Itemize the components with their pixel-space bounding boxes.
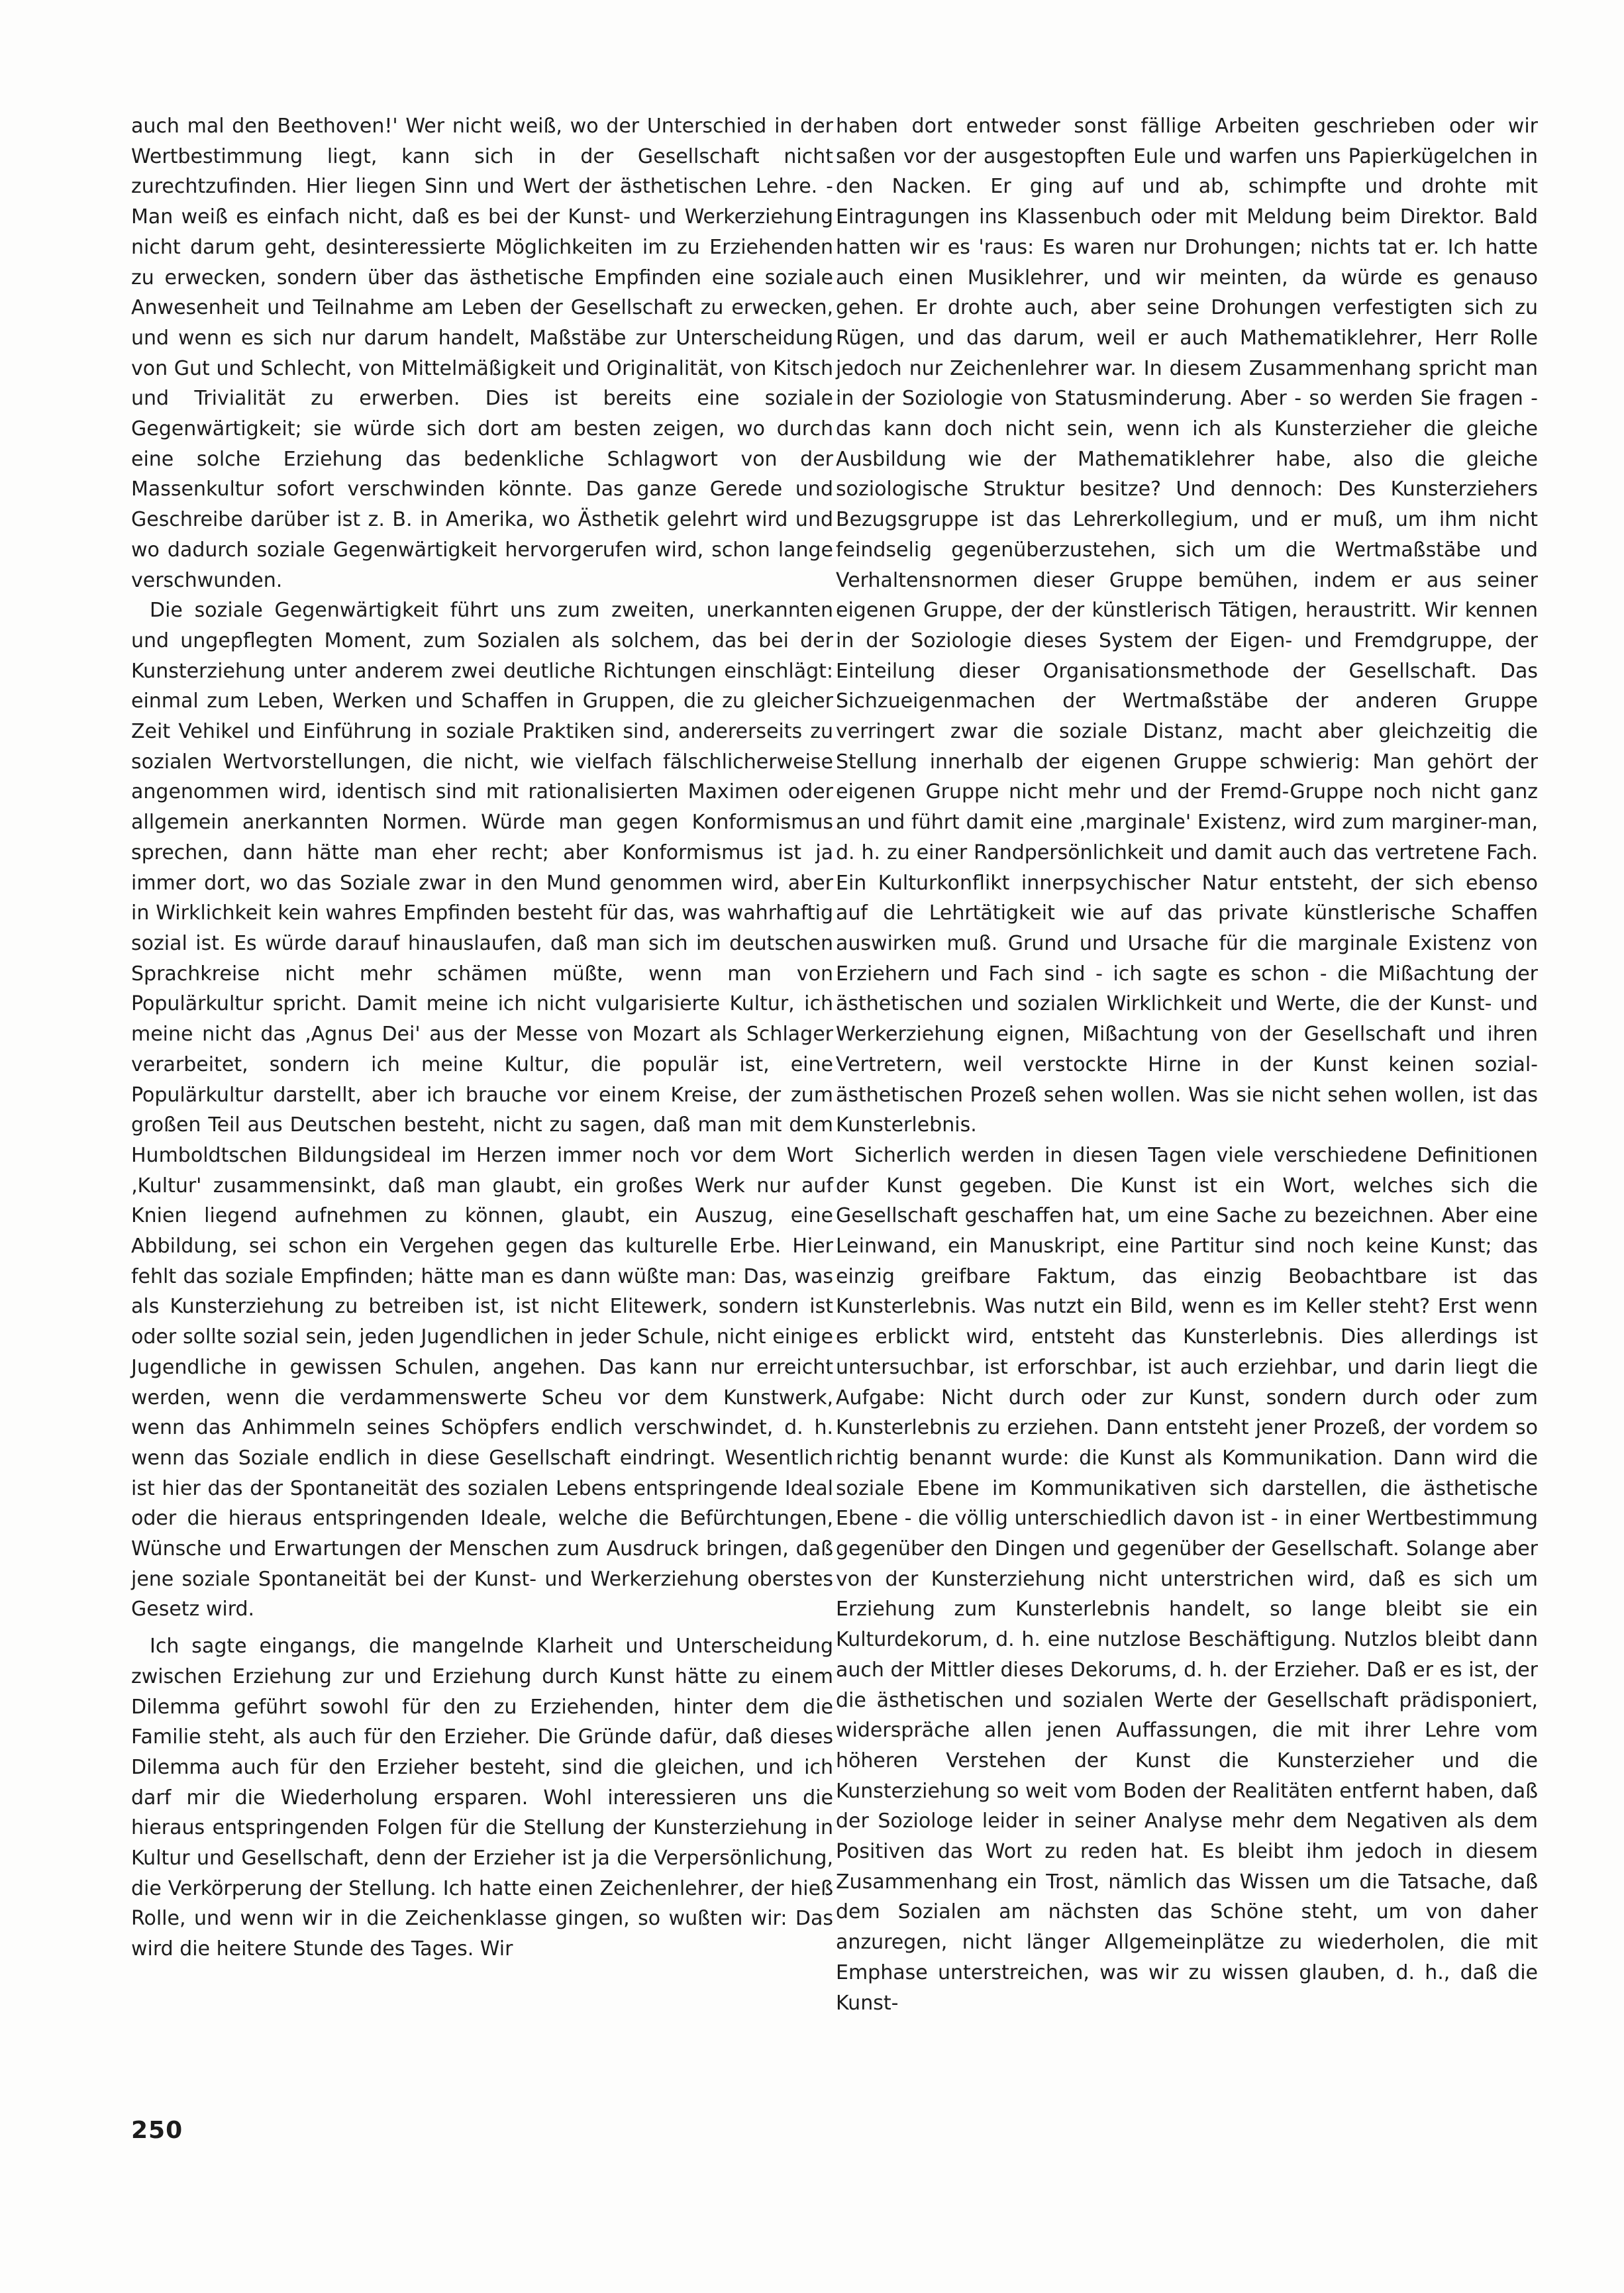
left-paragraph-2: Die soziale Gegenwärtigkeit führt uns zum zweiten, unerkannten und ungepflegten Moment, zum Sozialen als solchem, das bei der Kunsterziehung unter anderem zwei deutliche Richtungen einschlägt: einmal zum Leben, Werken und Schaffen in Gruppen, die zu gleicher Zeit Vehikel und Einführung in soziale Praktiken sind, andererseits zu sozialen Wertvorstellungen, die nicht, wie vielfach fälschlicherweise angenommen wird, identisch sind mit rationalisierten Maximen oder allgemein anerkannten Normen. Würde man gegen Konformismus sprechen, dann hätte man eher recht; aber Konformismus ist ja immer dort, wo das Soziale zwar in den Mund genommen wird, aber in Wirklichkeit kein wahres Empfinden besteht für das, was wahrhaftig sozial ist. Es würde darauf hinauslaufen, daß man sich im deutschen Sprachkreise nicht mehr schämen müßte, wenn man von Populärkultur spricht. Damit meine ich nicht vulgarisierte Kultur, ich meine nicht das ‚Agnus Dei' aus der Messe von Mozart als Schlager verarbeitet, sondern ich meine Kultur, die populär ist, eine Populärkultur darstellt, aber ich brauche vor einem Kreise, der zum großen Teil aus Deutschen besteht, nicht zu sagen, daß man mit dem Humboldtschen Bildungsideal im Herzen immer noch vor dem Wort ‚Kultur' zusammensinkt, daß man glaubt, ein großes Werk nur auf Knien liegend aufnehmen zu können, glaubt, ein Auszug, eine Abbildung, sei schon ein Vergehen gegen das kulturelle Erbe. Hier fehlt das soziale Empfinden; hätte man es dann wüßte man: Das, was als Kunsterziehung zu betreiben ist, ist nicht Elitewerk, sondern ist oder sollte sozial sein, jeden Jugendlichen in jeder Schule, nicht einige Jugendliche in gewissen Schulen, angehen. Das kann nur erreicht werden, wenn die verdammenswerte Scheu vor dem Kunstwerk, wenn das Anhimmeln seines Schöpfers endlich verschwindet, d. h. wenn das Soziale endlich in diese Gesellschaft eindringt. Wesentlich ist hier das der Spontaneität des sozialen Lebens entspringende Ideal oder die hieraus entspringenden Ideale, welche die Befürchtungen, Wünsche und Erwartungen der Menschen zum Ausdruck bringen, daß jene soziale Spontaneität bei der Kunst- und Werkerziehung oberstes Gesetz wird. xyxy=(131,599,833,1621)
right-paragraph-1: haben dort entweder sonst fällige Arbeiten geschrieben oder wir saßen vor der ausgestopften Eule und warfen uns Papierkügelchen in den Nacken. Er ging auf und ab, schimpfte und drohte mit Eintragungen ins Klassenbuch oder mit Meldung beim Direktor. Bald hatten wir es 'raus: Es waren nur Drohungen; nichts tat er. Ich hatte auch einen Musiklehrer, und wir meinten, da würde es genauso gehen. Er drohte auch, aber seine Drohungen verfestigten sich zu Rügen, und das darum, weil er auch Mathematiklehrer, Herr Rolle jedoch nur Zeichenlehrer war. In diesem Zusammenhang spricht man in der Soziologie von Statusminderung. Aber - so werden Sie fragen - das kann doch nicht sein, wenn ich als Kunsterzieher die gleiche Ausbildung wie der Mathematiklehrer habe, also die gleiche soziologische Struktur besitze? Und dennoch: Des Kunsterziehers Bezugsgruppe ist das Lehrerkollegium, und er muß, um ihm nicht feindselig gegenüberzustehen, sich um die Wertmaßstäbe und Verhaltensnormen dieser Gruppe bemühen, indem er aus seiner eigenen Gruppe, der der künstlerisch Tätigen, heraustritt. Wir kennen in der Soziologie dieses System der Eigen- und Fremdgruppe, der Einteilung dieser Organisationsmethode der Gesellschaft. Das Sichzueigenmachen der Wertmaßstäbe der anderen Gruppe verringert zwar die soziale Distanz, macht aber gleichzeitig die Stellung innerhalb der eigenen Gruppe schwierig: Man gehört der eigenen Gruppe nicht mehr und der Fremd-Gruppe noch nicht ganz an und führt damit eine ‚marginale' Existenz, wird zum marginer-man, d. h. zu einer Randpersönlichkeit und damit auch das vertretene Fach. Ein Kulturkonflikt innerpsychischer Natur entsteht, der sich ebenso auf die Lehrtätigkeit wie auf das private künstlerische Schaffen auswirken muß. Grund und Ursache für die marginale Existenz von Erziehern und Fach sind - ich sagte es schon - die Mißachtung der ästhetischen und sozialen Wirklichkeit und Werte, die der Kunst- und Werkerziehung eignen, Mißachtung von der Gesellschaft und ihren Vertretern, weil verstockte Hirne in der Kunst keinen sozial-ästhetischen Prozeß sehen wollen. Was sie nicht sehen wollen, ist das Kunsterlebnis. xyxy=(836,115,1538,1137)
left-paragraph-1: auch mal den Beethoven!' Wer nicht weiß, wo der Unterschied in der Wertbestimmung liegt, kann sich in der Gesellschaft nicht zurechtzufinden. Hier liegen Sinn und Wert der ästhetischen Lehre. - Man weiß es einfach nicht, daß es bei der Kunst- und Werkerziehung nicht darum geht, desinteressierte Möglichkeiten im zu Erziehenden zu erwecken, sondern über das ästhetische Empfinden eine soziale Anwesenheit und Teilnahme am Leben der Gesellschaft zu erwecken, und wenn es sich nur darum handelt, Maßstäbe zur Unterscheidung von Gut und Schlecht, von Mittelmäßigkeit und Originalität, von Kitsch und Trivialität zu erwerben. Dies ist bereits eine soziale Gegenwärtigkeit; sie würde sich dort am besten zeigen, wo durch eine solche Erziehung das bedenkliche Schlagwort von der Massenkultur sofort verschwinden könnte. Das ganze Gerede und Geschreibe darüber ist z. B. in Amerika, wo Ästhetik gelehrt wird und wo dadurch soziale Gegenwärtigkeit hervorgerufen wird, schon lange verschwunden. xyxy=(131,115,833,592)
page-number: 250 xyxy=(131,2117,183,2144)
left-paragraph-3: Ich sagte eingangs, die mangelnde Klarheit und Unterscheidung zwischen Erziehung zur und Erziehung durch Kunst hätte zu einem Dilemma geführt sowohl für den zu Erziehenden, hinter dem die Familie steht, als auch für den Erzieher. Die Gründe dafür, daß dieses Dilemma auch für den Erzieher besteht, sind die gleichen, und ich darf mir die Wiederholung ersparen. Wohl interessieren uns die hieraus entspringenden Folgen für die Stellung der Kunsterziehung in Kultur und Gesellschaft, denn der Erzieher ist ja die Verpersönlichung, die Verkörperung der Stellung. Ich hatte einen Zeichenlehrer, der hieß Rolle, und wenn wir in die Zeichenklasse gingen, so wußten wir: Das wird die heitere Stunde des Tages. Wir xyxy=(131,1635,833,1961)
right-column xyxy=(836,111,1538,2018)
left-column xyxy=(131,111,833,1964)
right-paragraph-2: Sicherlich werden in diesen Tagen viele verschiedene Definitionen der Kunst gegeben. Die Kunst ist ein Wort, welches sich die Gesellschaft geschaffen hat, um eine Sache zu bezeichnen. Aber eine Leinwand, ein Manuskript, eine Partitur sind noch keine Kunst; das einzig greifbare Faktum, das einzig Beobachtbare ist das Kunsterlebnis. Was nutzt ein Bild, wenn es im Keller steht? Erst wenn es erblickt wird, entsteht das Kunsterlebnis. Dies allerdings ist untersuchbar, ist erforschbar, ist auch erziehbar, und darin liegt die Aufgabe: Nicht durch oder zur Kunst, sondern durch oder zum Kunsterlebnis zu erziehen. Dann entsteht jener Prozeß, der vordem so richtig benannt wurde: die Kunst als Kommunikation. Dann wird die soziale Ebene im Kommunikativen sich darstellen, die ästhetische Ebene - die völlig unterschiedlich davon ist - in einer Wertbestimmung gegenüber den Dingen und gegenüber der Gesellschaft. Solange aber von der Kunsterziehung nicht unterstrichen wird, daß es sich um Erziehung zum Kunsterlebnis handelt, so lange bleibt sie ein Kulturdekorum, d. h. eine nutzlose Beschäftigung. Nutzlos bleibt dann auch der Mittler dieses Dekorums, d. h. der Erzieher. Daß er es ist, der die ästhetischen und sozialen Werte der Gesellschaft prädisponiert, widerspräche allen jenen Auffassungen, die mit ihrer Lehre vom höheren Verstehen der Kunst die Kunsterzieher und die Kunsterziehung so weit vom Boden der Realitäten entfernt haben, daß der Soziologe leider in seiner Analyse mehr dem Negativen als dem Positiven das Wort zu reden hat. Es bleibt ihm jedoch in diesem Zusammenhang ein Trost, nämlich das Wissen um die Tatsache, daß dem Sozialen am nächsten das Schöne steht, um von daher anzuregen, nicht länger Allgemeinplätze zu wiederholen, die mit Emphase unterstreichen, was wir zu wissen glauben, d. h., daß die Kunst- xyxy=(836,1143,1538,2015)
